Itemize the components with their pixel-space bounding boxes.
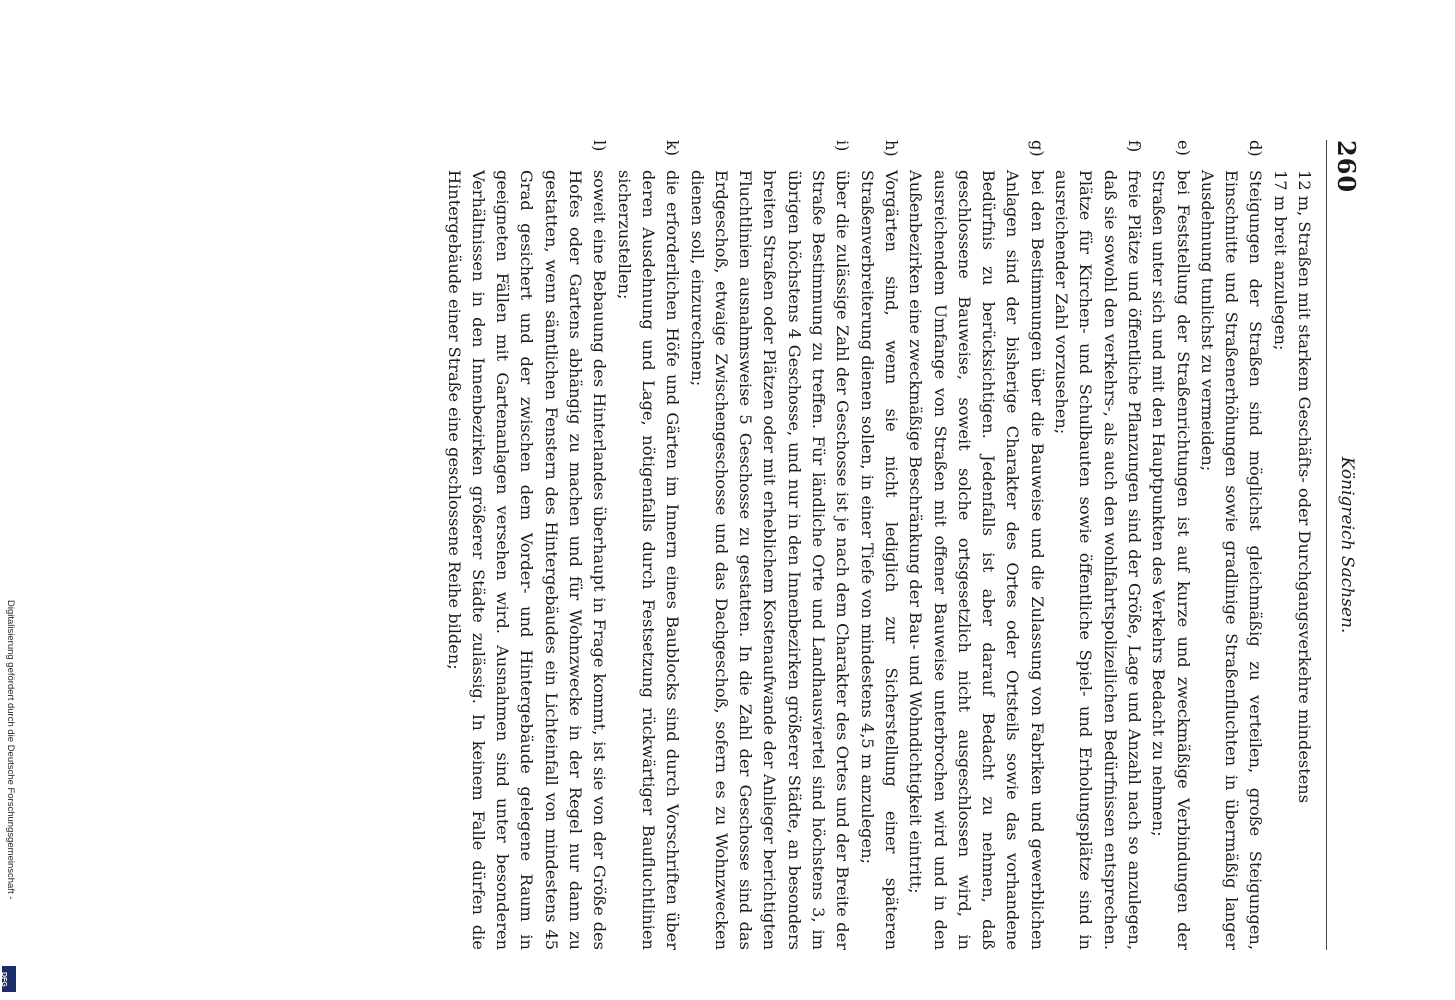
item-label: l)	[590, 140, 610, 152]
continuation-text: 17 m breit anzulegen;	[1270, 170, 1290, 351]
list-item	[1049, 140, 1146, 950]
item-label: e)	[1173, 140, 1193, 156]
digitization-credit: Digitalisierung gefördert durch die Deutsche Forschungsgemeinschaft -	[5, 600, 16, 900]
digitization-credit-strip	[0, 600, 22, 1000]
item-label: i)	[833, 140, 853, 152]
document-body	[441, 140, 1316, 950]
item-label: h)	[881, 140, 901, 157]
list-item	[854, 140, 903, 950]
list-item	[1195, 140, 1268, 950]
dfg-logo: DFG	[2, 966, 16, 992]
document-page	[101, 140, 1361, 950]
page-number: 260	[1332, 140, 1361, 194]
list-item	[903, 140, 1049, 950]
item-label: d)	[1246, 140, 1266, 157]
list-item	[1146, 140, 1195, 950]
continuation-lead: 12 m, Straßen mit starkem Geschäfts- oder Durchgangsverkehre mindestens	[1295, 170, 1314, 804]
item-list	[441, 140, 1267, 950]
item-text: die erforderlichen Höfe und Gärten im Innern eines Baublocks sind durch Vorschriften über deren Ausdehnung und Lage, nötigenfalls durch Festsetzung rückwärtiger Baufluchtlinien sicherzustellen;	[614, 170, 683, 950]
item-text: Vorgärten sind, wenn sie nicht lediglich zur Sicherstellung einer späteren Straßenverbreiterung dienen sollen, in einer Tiefe von mindestens 4,5 m anzulegen;	[857, 170, 901, 950]
item-text: soweit eine Bebauung des Hinterlandes überhaupt in Frage kommt, ist sie von der Größe des Hofes oder Gartens abhängig zu machen und für Wohnzwecke in der Regel nur dann zu gestatten, wenn sämtlichen Fenstern des Hintergebäudes ein Lichteinfall von mindestens 45 Grad gesichert und der zwischen dem Vorder- und Hintergebäude gelegene Raum in geeigneten Fällen mit Gartenanlagen versehen wird. Ausnahmen sind unter besonderen Verhältnissen in den Innenbezirken größerer Städte zulässig. In keinem Falle dürfen die Hintergebäude einer Straße eine geschlossene Reihe bilden;	[444, 170, 610, 950]
item-text: über die zulässige Zahl der Geschosse ist je nach dem Charakter des Ortes und der Breite der Straße Bestimmung zu treffen. Für ländliche Orte und Landhausviertel sind höchstens 3, im übrigen höchstens 4 Geschosse, und nur in den Innenbezirken größerer Städte, an besonders breiten Straßen oder Plätzen oder mit erheblichem Kostenaufwande der Anlieger berichtigten Fluchtlinien ausnahmsweise 5 Geschosse zu gestatten. In die Zahl der Geschosse sind das Erdgeschoß, etwaige Zwischengeschosse und das Dachgeschoß, sofern es zu Wohnzwecken dienen soll, einzurechnen;	[687, 170, 853, 950]
list-item	[611, 140, 684, 950]
item-text: freie Plätze und öffentliche Pflanzungen sind der Größe, Lage und Anzahl nach so anzulegen, daß sie sowohl den verkehrs-, als auch den wohlfahrtspolizeilichen Bedürfnissen entsprechen. Plätze für Kirchen- und Schulbauten sowie öffentliche Spiel- und Erholungsplätze sind in ausreichender Zahl vorzusehen;	[1052, 170, 1144, 950]
page-header	[1326, 140, 1361, 950]
item-text: bei den Bestimmungen über die Bauweise und die Zulassung von Fabriken und gewerblichen Anlagen sind der bisherige Charakter des Ortes oder Ortsteils sowie das vorhandene Bedürfnis zu berücksichtigen. Jedenfalls ist aber darauf Bedacht zu nehmen, daß geschlossene Bauweise, soweit solche ortsgesetzlich nicht ausgeschlossen wird, in ausreichendem Umfange von Straßen mit offener Bauweise unterbrochen wird und in den Außenbezirken eine zweckmäßige Beschränkung der Bau- und Wohndichtigkeit eintritt;	[906, 170, 1047, 950]
item-text: bei Feststellung der Straßenrichtungen ist auf kurze und zweckmäßige Verbindungen der Straßen unter sich und mit den Hauptpunkten des Verkehrs Bedacht zu nehmen;	[1149, 170, 1193, 950]
running-head: Königreich Sachsen.	[1337, 456, 1357, 634]
item-label: g)	[1027, 140, 1047, 157]
item-text: Steigungen der Straßen sind möglichst gleichmäßig zu verteilen, große Steigungen, Einschnitte und Straßenerhöhungen sowie gradlinige Straßenfluchten in übermäßig langer Ausdehnung tunlichst zu vermeiden;	[1197, 170, 1266, 950]
list-item	[684, 140, 854, 950]
list-item	[441, 140, 611, 950]
item-label: k)	[663, 140, 683, 157]
item-label: f)	[1124, 140, 1144, 153]
